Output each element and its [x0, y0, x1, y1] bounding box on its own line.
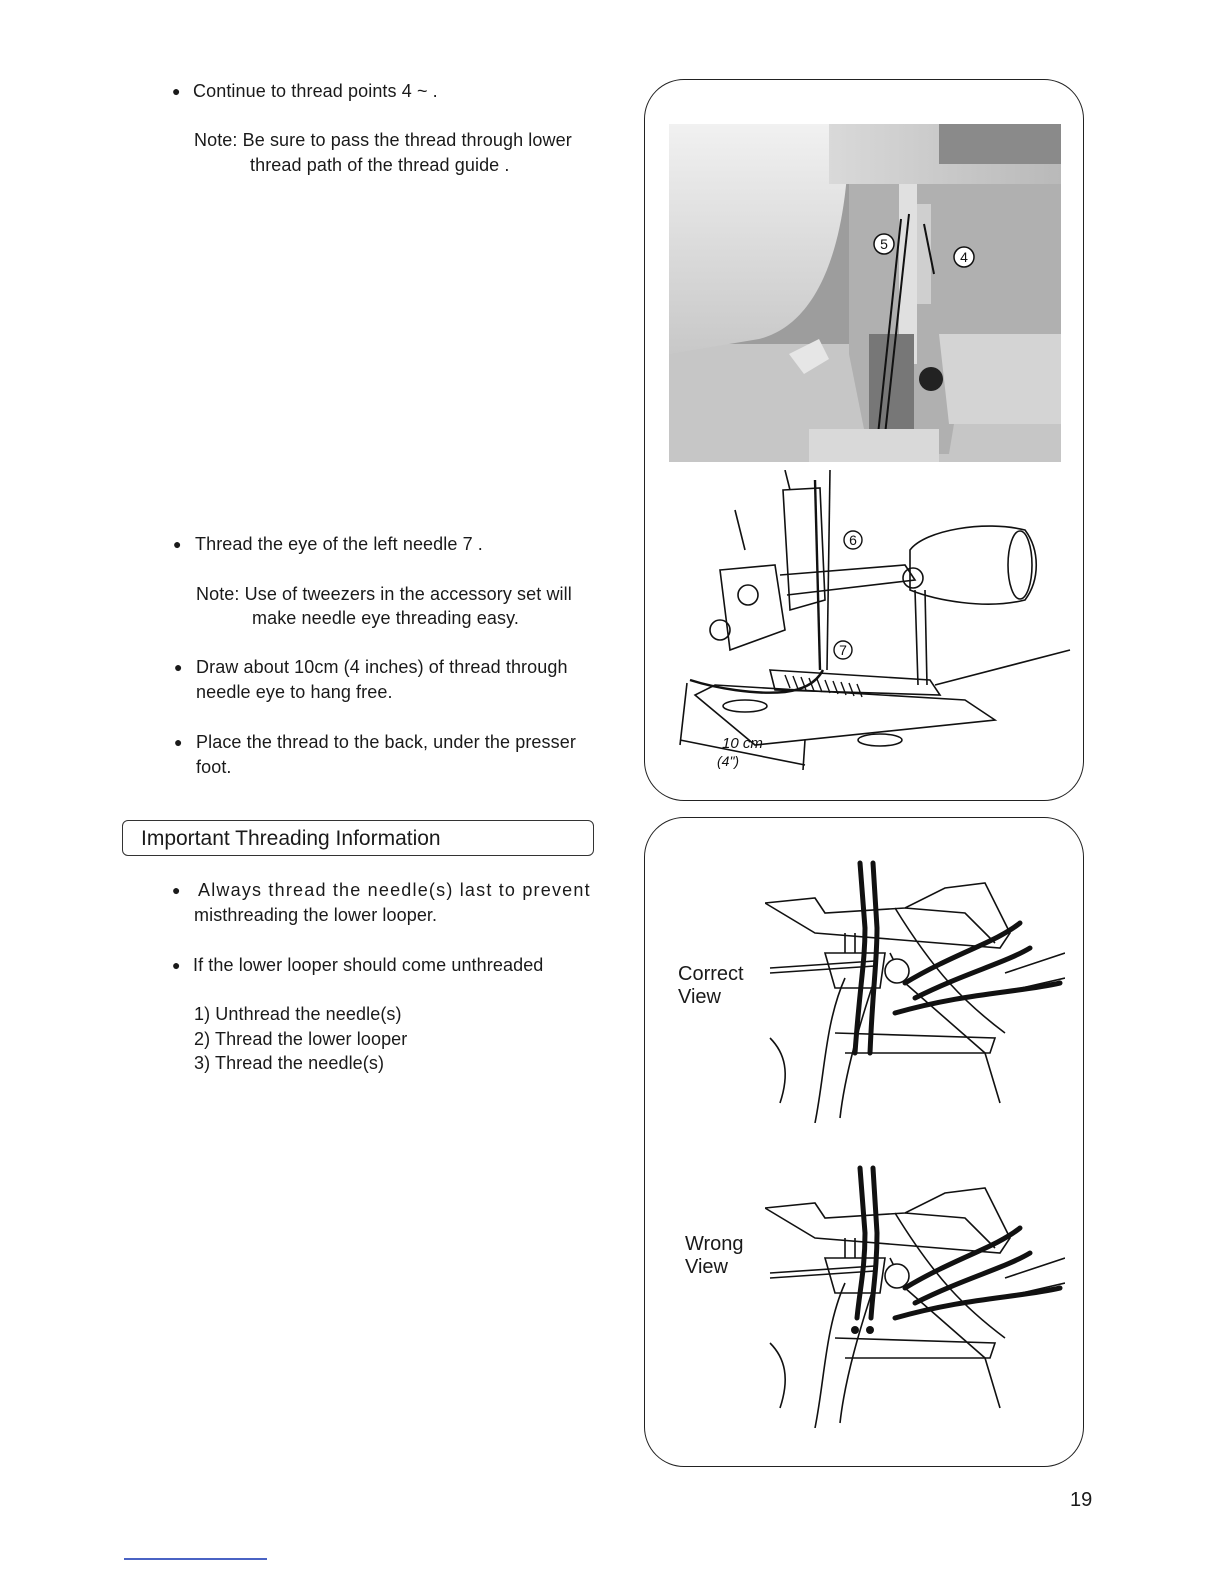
- bullet-dot: ●: [173, 536, 182, 552]
- note-line: Note: Be sure to pass the thread through lower: [194, 130, 572, 150]
- illustration-panel-top: [644, 79, 1084, 801]
- important-bullet-always: Always thread the needle(s) last to prevent: [198, 880, 591, 900]
- important-title: Important Threading Information: [141, 827, 441, 850]
- important-bullet-unthreaded: If the lower looper should come unthreaded: [193, 955, 544, 975]
- instruction-draw-thread-cont: needle eye to hang free.: [196, 682, 393, 702]
- bullet-dot: ●: [174, 734, 183, 750]
- instruction-draw-thread: Draw about 10cm (4 inches) of thread through: [196, 657, 568, 677]
- diagram-label-7: 7: [839, 642, 847, 658]
- photo-label-4: 4: [960, 249, 968, 265]
- wrong-label-view: View: [685, 1256, 728, 1278]
- measure-in: (4"): [717, 753, 740, 769]
- note-line: Note: Use of tweezers in the accessory set will: [196, 584, 572, 604]
- correct-label-view: View: [678, 986, 721, 1008]
- bullet-dot: ●: [172, 83, 181, 99]
- bullet-dot: ●: [172, 882, 181, 898]
- important-bullet-always-cont: misthreading the lower looper.: [194, 905, 438, 925]
- instruction-continue: Continue to thread points 4 ~ .: [193, 81, 438, 101]
- instruction-place-thread-cont: foot.: [196, 757, 232, 777]
- needle-diagram: [675, 470, 1075, 785]
- bullet-dot: ●: [174, 659, 183, 675]
- note-line: thread path of the thread guide .: [250, 155, 510, 175]
- important-header-box: [122, 820, 594, 856]
- page-number: 19: [1070, 1489, 1093, 1511]
- wrong-label: Wrong: [685, 1233, 744, 1255]
- measure-cm: 10 cm: [722, 735, 763, 752]
- instruction-place-thread: Place the thread to the back, under the presser: [196, 732, 576, 752]
- diagram-label-6: 6: [849, 532, 857, 548]
- step-item: 2) Thread the lower looper: [194, 1029, 408, 1049]
- step-item: 3) Thread the needle(s): [194, 1053, 385, 1073]
- photo-label-5: 5: [880, 236, 888, 252]
- illustration-panel-bottom: [644, 817, 1084, 1467]
- note-line: make needle eye threading easy.: [252, 608, 519, 628]
- bullet-dot: ●: [172, 957, 181, 973]
- step-item: 1) Unthread the needle(s): [194, 1004, 402, 1024]
- correct-label: Correct: [678, 963, 744, 985]
- wrong-view-diagram: [765, 1158, 1065, 1428]
- machine-photo: [669, 124, 1061, 462]
- footer-rule: [124, 1558, 267, 1560]
- correct-view-diagram: [765, 853, 1065, 1123]
- instruction-thread-needle: Thread the eye of the left needle 7 .: [195, 534, 483, 554]
